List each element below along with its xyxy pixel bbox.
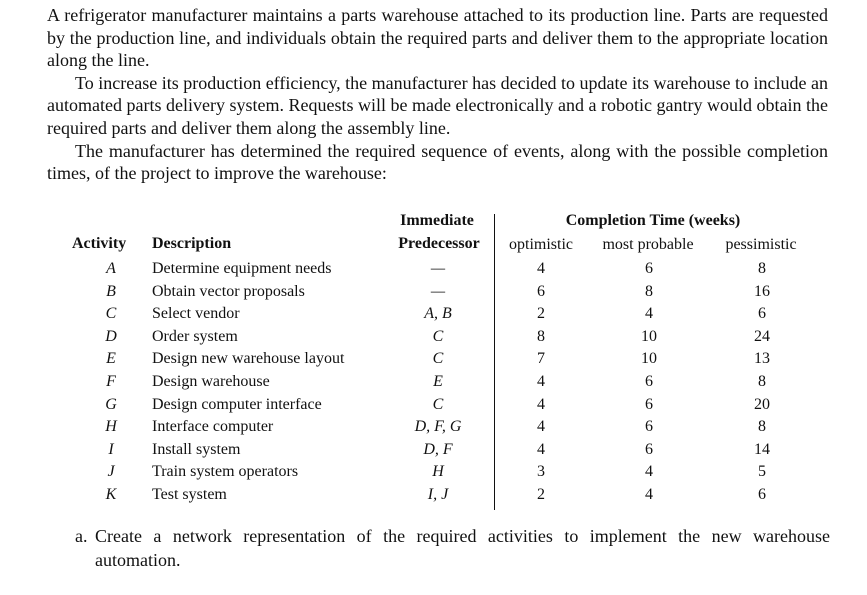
cell-pessimistic: 8 [758, 260, 766, 277]
cell-activity: B [106, 282, 116, 300]
cell-activity: I [108, 440, 114, 458]
cell-optimistic: 8 [537, 327, 545, 345]
cell-pessimistic: 5 [758, 463, 766, 481]
cell-description: Train system operators [152, 463, 299, 481]
header-optimistic: optimistic [509, 236, 573, 253]
cell-activity: G [105, 395, 117, 413]
cell-optimistic: 6 [537, 282, 545, 300]
cell-most-probable: 10 [641, 350, 657, 368]
cell-predecessor: I, J [427, 486, 449, 503]
cell-optimistic: 7 [537, 350, 545, 368]
cell-description: Determine equipment needs [152, 260, 332, 277]
cell-predecessor: C [432, 327, 444, 345]
cell-pessimistic: 6 [758, 305, 766, 323]
cell-predecessor: — [430, 260, 446, 277]
cell-activity: C [105, 305, 117, 323]
cell-activity: E [106, 350, 116, 368]
question-a [75, 524, 830, 572]
cell-optimistic: 4 [537, 395, 545, 413]
cell-description: Design new warehouse layout [152, 350, 345, 368]
header-most-probable: most probable [602, 236, 694, 253]
cell-predecessor: A, B [424, 305, 452, 323]
cell-pessimistic: 20 [754, 395, 770, 413]
header-predecessor: Predecessor [398, 235, 480, 252]
cell-activity: A [106, 260, 116, 277]
cell-most-probable: 4 [645, 486, 653, 503]
header-activity: Activity [72, 235, 127, 252]
cell-description: Design warehouse [152, 373, 270, 390]
intro-paragraph-3: The manufacturer has determined the required sequence of events, along with the possible completion times, of the project to improve the warehouse: [47, 140, 828, 184]
cell-pessimistic: 16 [754, 282, 770, 300]
cell-predecessor: D, F, G [414, 418, 462, 436]
cell-optimistic: 4 [537, 440, 545, 458]
cell-predecessor: — [430, 282, 446, 300]
cell-predecessor: C [432, 395, 444, 413]
cell-activity: D [105, 327, 117, 345]
activity-table [0, 210, 867, 510]
cell-description: Test system [152, 486, 227, 503]
cell-activity: H [105, 418, 117, 436]
cell-most-probable: 8 [645, 282, 653, 300]
cell-activity: K [105, 486, 117, 503]
cell-pessimistic: 13 [754, 350, 770, 368]
intro-paragraph-1: A refrigerator manufacturer maintains a parts warehouse attached to its production line. Parts are requested by the production line, and individuals obtain the required parts and deliver them to the appropriate location along the line. [47, 5, 828, 71]
cell-predecessor: D, F [423, 440, 453, 458]
cell-optimistic: 2 [537, 486, 545, 503]
cell-pessimistic: 8 [758, 418, 766, 436]
cell-description: Interface computer [152, 418, 274, 436]
cell-optimistic: 3 [537, 463, 545, 481]
cell-pessimistic: 6 [758, 486, 766, 503]
question-label: a. [75, 526, 88, 546]
cell-most-probable: 10 [641, 327, 657, 345]
question-text: Create a network representation of the required activities to implement the new warehouse automation. [95, 526, 830, 570]
cell-most-probable: 6 [645, 418, 653, 436]
cell-most-probable: 4 [645, 463, 653, 481]
cell-description: Select vendor [152, 305, 240, 323]
problem-text [47, 4, 828, 185]
cell-description: Order system [152, 327, 238, 345]
cell-predecessor: E [433, 373, 443, 390]
cell-pessimistic: 14 [754, 440, 770, 458]
cell-activity: J [107, 463, 115, 481]
cell-pessimistic: 8 [758, 373, 766, 390]
cell-predecessor: C [432, 350, 444, 368]
cell-description: Design computer interface [152, 395, 322, 413]
cell-description: Install system [152, 440, 241, 458]
header-immediate: Immediate [400, 212, 474, 229]
cell-most-probable: 6 [645, 395, 653, 413]
cell-activity: F [106, 373, 116, 390]
cell-most-probable: 6 [645, 440, 653, 458]
header-description: Description [152, 235, 232, 252]
intro-paragraph-2: To increase its production efficiency, the manufacturer has decided to update its warehouse to include an automated parts delivery system. Requests will be made electronically and a robotic gantry would obtain the required parts and deliver them along the assembly line. [47, 72, 828, 138]
cell-optimistic: 4 [537, 373, 545, 390]
cell-most-probable: 4 [645, 305, 653, 323]
cell-predecessor: H [432, 463, 444, 481]
cell-optimistic: 4 [537, 260, 545, 277]
cell-pessimistic: 24 [754, 327, 770, 345]
column-divider [494, 214, 495, 510]
cell-most-probable: 6 [645, 373, 653, 390]
header-pessimistic: pessimistic [725, 236, 797, 253]
header-completion-time: Completion Time (weeks) [565, 212, 741, 229]
cell-optimistic: 4 [537, 418, 545, 436]
cell-most-probable: 6 [645, 260, 653, 277]
cell-optimistic: 2 [537, 305, 545, 323]
cell-description: Obtain vector proposals [152, 282, 305, 300]
